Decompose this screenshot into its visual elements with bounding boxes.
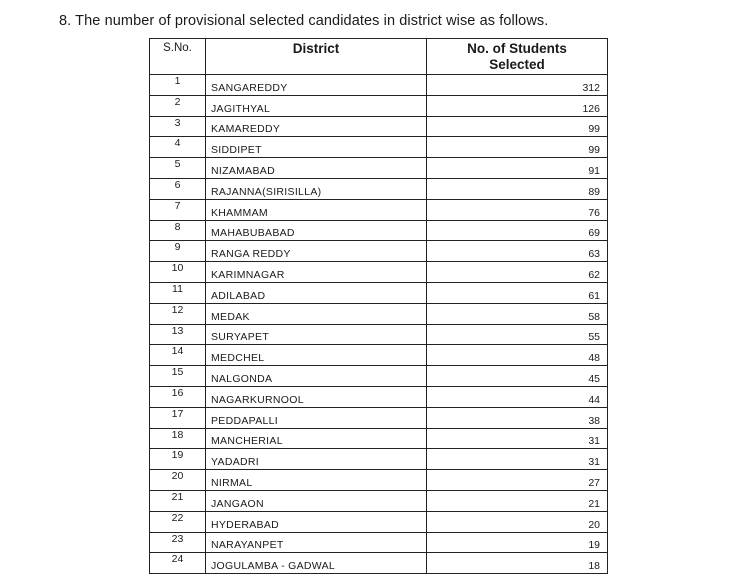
row-district: PEDDAPALLI — [206, 407, 427, 428]
table-row — [150, 262, 608, 283]
row-student-count: 99 — [427, 137, 608, 158]
section-heading: 8. The number of provisional selected candidates in district wise as follows. — [59, 13, 549, 29]
row-sno: 21 — [150, 490, 206, 511]
row-student-count: 44 — [427, 386, 608, 407]
row-student-count: 126 — [427, 95, 608, 116]
table-row — [150, 407, 608, 428]
row-student-count: 58 — [427, 303, 608, 324]
row-student-count: 61 — [427, 282, 608, 303]
row-district: NALGONDA — [206, 366, 427, 387]
row-sno: 2 — [150, 95, 206, 116]
row-sno: 1 — [150, 75, 206, 96]
row-student-count: 21 — [427, 490, 608, 511]
row-student-count: 48 — [427, 345, 608, 366]
row-sno: 10 — [150, 262, 206, 283]
row-student-count: 45 — [427, 366, 608, 387]
table-row — [150, 532, 608, 553]
row-student-count: 19 — [427, 532, 608, 553]
row-district: RANGA REDDY — [206, 241, 427, 262]
table-row — [150, 511, 608, 532]
row-district: MANCHERIAL — [206, 428, 427, 449]
row-student-count: 91 — [427, 158, 608, 179]
row-district: KHAMMAM — [206, 199, 427, 220]
row-sno: 22 — [150, 511, 206, 532]
row-sno: 7 — [150, 199, 206, 220]
row-sno: 23 — [150, 532, 206, 553]
row-sno: 12 — [150, 303, 206, 324]
row-student-count: 38 — [427, 407, 608, 428]
header-student-count — [427, 39, 608, 75]
row-sno: 8 — [150, 220, 206, 241]
table-row — [150, 490, 608, 511]
row-sno: 15 — [150, 366, 206, 387]
table-row — [150, 324, 608, 345]
table-row — [150, 137, 608, 158]
row-student-count: 312 — [427, 75, 608, 96]
row-sno: 19 — [150, 449, 206, 470]
row-sno: 5 — [150, 158, 206, 179]
header-student-count-line1: No. of Students — [467, 41, 567, 56]
row-district: SANGAREDDY — [206, 75, 427, 96]
row-student-count: 99 — [427, 116, 608, 137]
row-student-count: 31 — [427, 428, 608, 449]
row-student-count: 76 — [427, 199, 608, 220]
header-sno: S.No. — [150, 39, 206, 75]
row-sno: 18 — [150, 428, 206, 449]
row-sno: 24 — [150, 553, 206, 574]
row-district: YADADRI — [206, 449, 427, 470]
row-student-count: 62 — [427, 262, 608, 283]
row-sno: 4 — [150, 137, 206, 158]
table-row — [150, 282, 608, 303]
row-district: ADILABAD — [206, 282, 427, 303]
table-header-row — [150, 39, 608, 75]
row-district: MEDAK — [206, 303, 427, 324]
table-row — [150, 199, 608, 220]
row-student-count: 31 — [427, 449, 608, 470]
table-row — [150, 116, 608, 137]
table-row — [150, 303, 608, 324]
row-student-count: 63 — [427, 241, 608, 262]
row-student-count: 18 — [427, 553, 608, 574]
district-selection-table — [149, 38, 608, 574]
row-district: RAJANNA(SIRISILLA) — [206, 178, 427, 199]
row-student-count: 20 — [427, 511, 608, 532]
table-row — [150, 75, 608, 96]
row-district: MEDCHEL — [206, 345, 427, 366]
row-district: NAGARKURNOOL — [206, 386, 427, 407]
row-district: NARAYANPET — [206, 532, 427, 553]
row-district: NIZAMABAD — [206, 158, 427, 179]
row-sno: 13 — [150, 324, 206, 345]
table-row — [150, 386, 608, 407]
table-body — [150, 75, 608, 574]
row-sno: 3 — [150, 116, 206, 137]
table-row — [150, 428, 608, 449]
row-district: JOGULAMBA - GADWAL — [206, 553, 427, 574]
table-row — [150, 158, 608, 179]
row-district: MAHABUBABAD — [206, 220, 427, 241]
row-district: KARIMNAGAR — [206, 262, 427, 283]
row-student-count: 89 — [427, 178, 608, 199]
row-sno: 9 — [150, 241, 206, 262]
table-row — [150, 449, 608, 470]
table-row — [150, 345, 608, 366]
table-row — [150, 95, 608, 116]
row-district: NIRMAL — [206, 470, 427, 491]
row-district: HYDERABAD — [206, 511, 427, 532]
row-sno: 11 — [150, 282, 206, 303]
row-sno: 14 — [150, 345, 206, 366]
row-student-count: 55 — [427, 324, 608, 345]
row-district: SURYAPET — [206, 324, 427, 345]
row-district: JAGITHYAL — [206, 95, 427, 116]
row-district: JANGAON — [206, 490, 427, 511]
row-student-count: 27 — [427, 470, 608, 491]
row-sno: 16 — [150, 386, 206, 407]
table-row — [150, 470, 608, 491]
table-row — [150, 178, 608, 199]
row-district: SIDDIPET — [206, 137, 427, 158]
row-sno: 17 — [150, 407, 206, 428]
table-row — [150, 366, 608, 387]
table-row — [150, 241, 608, 262]
row-district: KAMAREDDY — [206, 116, 427, 137]
table-row — [150, 220, 608, 241]
header-district: District — [206, 39, 427, 75]
table-row — [150, 553, 608, 574]
row-student-count: 69 — [427, 220, 608, 241]
header-student-count-line2: Selected — [489, 56, 545, 72]
row-sno: 20 — [150, 470, 206, 491]
row-sno: 6 — [150, 178, 206, 199]
